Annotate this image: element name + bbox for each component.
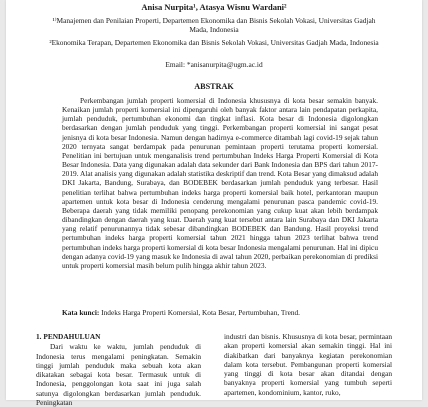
intro-paragraph-left: Dari waktu ke waktu, jumlah penduduk di Indonesia terus mengalami peningkatan. Semakin tinggi jumlah penduduk maka sebuah kota akan dikatakan sebagai kota besar. Termasuk untuk di Indonesia, penggolongan kota saat ini juga salah satunya digolongkan berdasarkan jumlah penduduk. Peningkatan	[36, 342, 201, 407]
abstract-heading: ABSTRAK	[194, 82, 234, 91]
keywords-line	[62, 308, 378, 317]
intro-paragraph-right: industri dan bisnis. Khususnya di kota besar, permintaan akan properti komersial akan semakin tinggi. Hal ini diakibatkan dari banyaknya kegiatan perekonomian dalam kota tersebut. Pembangunan properti komersial yang tinggi di kota besar akan ditandai dengan banyaknya properti komersial yang tumbuh seperti apartemen, kondominium, kantor, ruko,	[224, 332, 392, 397]
keywords-value: Indeks Harga Properti Komersial, Kota Besar, Pertumbuhan, Trend.	[99, 308, 301, 317]
author-email: Email: *anisanurpita@ugm.ac.id	[165, 60, 263, 69]
paper-page	[6, 0, 422, 407]
body-column-right	[224, 332, 392, 400]
affiliation-2: ²Ekonomika Terapan, Departemen Ekonomika dan Bisnis Sekolah Vokasi, Universitas Gadjah Mada, Indonesia	[49, 38, 379, 47]
keywords-label: Kata kunci:	[62, 308, 100, 317]
affiliation-1: ¹⁾Manajemen dan Penilaian Properti, Departemen Ekonomika dan Bisnis Sekolah Vokasi, Universitas Gadjah Mada, Indonesia	[52, 16, 376, 35]
abstract-body	[62, 96, 378, 306]
author-line: Anisa Nurpita¹, Atasya Wisnu Wardani²	[141, 2, 287, 12]
abstract-text: Perkembangan jumlah properti komersial di Indonesia khususnya di kota besar semakin banyak. Kenaikan jumlah properti komersial ini dipengaruhi oleh banyak faktor antara lain pendapatan perkapita, jumlah penduduk, pertumbuhan ekonomi dan tingkat inflasi. Kota besar di Indonesia digolongkan berdasarkan dengan jumlah penduduk yang tinggi. Perkembangan properti komersial ini sangat pesat jenisnya di kota besar Indonesia. Namun dengan hadirnya e-commerce ditambah lagi covid-19 sejak tahun 2020 ternyata sangat berdampak pada penurunan pemintaan properti terutama properti komersial. Penelitian ini bertujuan untuk menganalisis trend pertumbuhan Indeks Harga Properti Komersial di Kota Besar Indonesia. Data yang digunakan adalah data sekunder dari Bank Indonesia dan BPS dari tahun 2017-2019. Alat analisis yang digunakan adalah statistika deskriptif dan trend. Kota Besar yang dimaksud adalah DKI Jakarta, Bandung, Surabaya, dan BODEBEK berdasarkan jumlah penduduk yang terbesar. Hasil penelitian terlihat bahwa pertumbuhan indeks harga properti komersial baik hotel, perkantoran maupun apartemen untuk kota besar di Indonesia cenderung mengalami penurunan pasca pandemic covid-19. Beberapa daerah yang tidak memiliki penopang perekonomian yang cukup kuat akan lebih berdampak dibandingkan dengan daerah yang kuat. Daerah yang kuat tersebut antara lain Surabaya dan DKI Jakarta yang relatif penurunannya tidak sebesar dibandingkan BODEBEK dan Bandung. Hasil proyeksi trend pertumbuhan indeks harga properti komersial tahun 2021 hingga tahun 2023 terlihat bahwa trend pertumbuhan indeks harga properti komersial di kota besar Indonesia mengalami penurunan. Hal ini dipicu dengan adanya covid-19 yang masuk ke Indonesia di awal tahun 2020, perbaikan perekonomian di prediksi untuk properti komersial masih belum pulih hingga akhir tahun 2023.	[62, 96, 378, 270]
section-heading: 1. PENDAHULUAN	[36, 332, 101, 341]
body-column-left	[36, 332, 201, 407]
